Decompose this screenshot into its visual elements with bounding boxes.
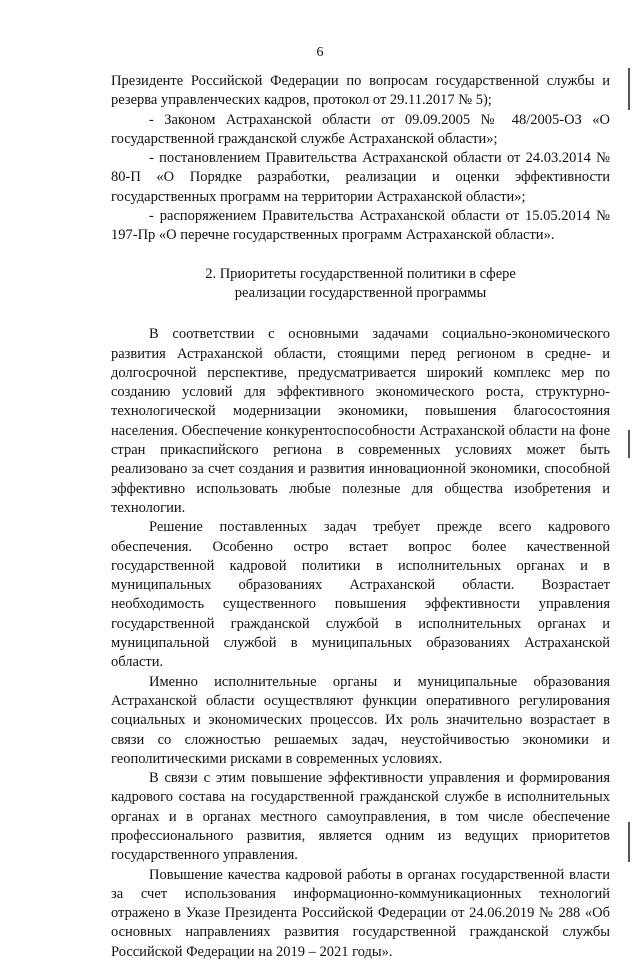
margin-mark [628, 68, 630, 110]
body-paragraph: В связи с этим повышение эффективности управления и формирования кадрового состава на государственной гражданской службе в исполнительных органах и в органах местного самоуправления, в том числе обеспечение профессионального развития, является одним из ведущих приоритетов государственного управления. [111, 770, 610, 864]
body-paragraph: Именно исполнительные органы и муниципальные образования Астраханской области осуществляют функции оперативного регулирования социальных и экономических процессов. Их роль значительно возрастает в связи со сложностью решаемых задач, неустойчивостью экономики и геополитическими рисками в современных условиях. [111, 673, 610, 767]
intro-list-item: - постановлением Правительства Астраханской области от 24.03.2014 № 80-П «О Порядке разработки, реализации и оценки эффективности государственных программ на территории Астраханской области»; [111, 150, 610, 205]
section-title [111, 265, 610, 304]
intro-paragraph: Президенте Российской Федерации по вопросам государственной службы и резерва управленческих кадров, протокол от 29.11.2017 № 5); [111, 73, 610, 109]
margin-mark [628, 430, 630, 458]
intro-list-item: - распоряжением Правительства Астраханской области от 15.05.2014 № 197-Пр «О перечне государственных программ Астраханской области». [111, 208, 610, 244]
document-body [111, 72, 610, 962]
body-paragraph: Решение поставленных задач требует прежде всего кадрового обеспечения. Особенно остро встает вопрос более качественной государственной кадровой политики в исполнительных органах и в муниципальных образованиях Астраханской области. Возрастает необходимость существенного повышения эффективности управления государственной гражданской службой в исполнительных органах и муниципальной службой в муниципальных образованиях Астраханской области. [111, 519, 610, 671]
margin-mark [628, 822, 630, 862]
page-number: 6 [316, 45, 324, 60]
intro-list-item: - Законом Астраханской области от 09.09.2005 № 48/2005-ОЗ «О государственной гражданской службе Астраханской области»; [111, 111, 610, 147]
body-paragraph: В соответствии с основными задачами социально-экономического развития Астраханской области, стоящими перед регионом в средне- и долгосрочной перспективе, предусматривается широкий комплекс мер по созданию условий для эффективного экономического роста, структурно-технологической модернизации экономики, повышения благосостояния населения. Обеспечение конкурентоспособности Астраханской области на фоне стран прикаспийского региона в современных условиях может быть реализовано за счет создания и развития инновационной экономики, способной эффективно использовать любые полезные для общества изобретения и технологии. [111, 326, 610, 516]
body-paragraph: Повышение качества кадровой работы в органах государственной власти за счет использования информационно-коммуникационных технологий отражено в Указе Президента Российской Федерации от 24.06.2019 № 288 «Об основных направлениях развития государственной гражданской службы Российской Федерации на 2019 – 2021 годы». [111, 866, 610, 960]
section-title-line: реализации государственной программы [234, 284, 487, 301]
section-title-line: 2. Приоритеты государственной политики в сфере [205, 265, 516, 282]
